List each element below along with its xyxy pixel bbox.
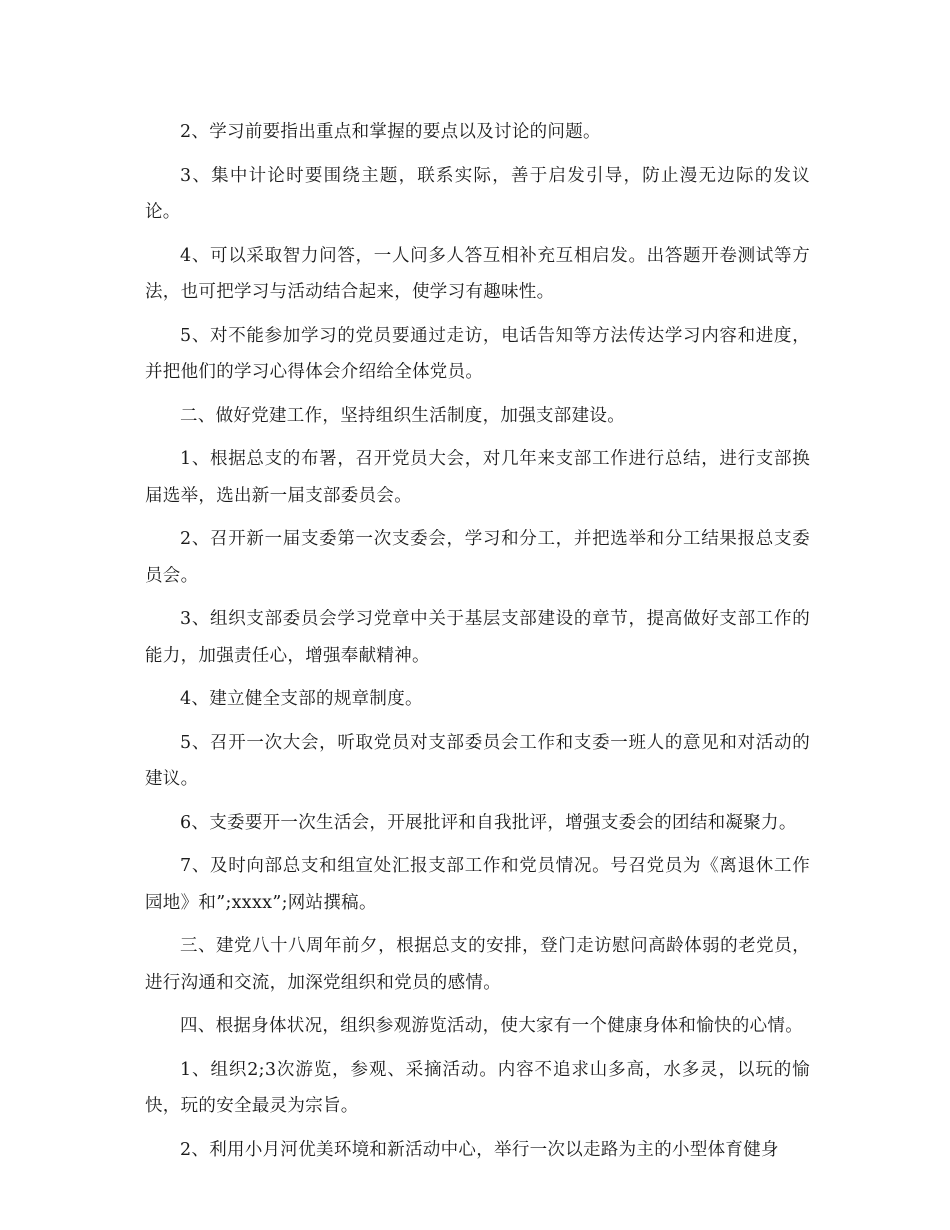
paragraph-study-party-constitution: 3、组织支部委员会学习党章中关于基层支部建设的章节，提高做好支部工作的能力，加强责任心，增强奉献精神。 (145, 609, 810, 666)
document-body (145, 114, 810, 1175)
paragraph-section-four-heading: 四、根据身体状况，组织参观游览活动，使大家有一个健康身体和愉快的心情。 (180, 1016, 803, 1036)
paragraph-study-key-points: 2、学习前要指出重点和掌握的要点以及讨论的问题。 (180, 122, 601, 142)
paragraph-focused-discussion: 3、集中计论时要围绕主题，联系实际，善于启发引导，防止漫无边际的发议论。 (145, 165, 810, 222)
paragraph-fitness-walk: 2、利用小月河优美环境和新活动中心，举行一次以走路为主的小型体育健身 (180, 1139, 779, 1160)
paragraph-absent-members: 5、对不能参加学习的党员要通过走访，电话告知等方法传达学习内容和进度，并把他们的学习心得体会介绍给全体党员。 (145, 325, 810, 382)
paragraph-rules-system: 4、建立健全支部的规章制度。 (180, 689, 423, 709)
paragraph-section-two-heading: 二、做好党建工作，坚持组织生活制度，加强支部建设。 (180, 405, 625, 426)
paragraph-first-committee-meeting: 2、召开新一届支委第一次支委会，学习和分工，并把选举和分工结果报总支委员会。 (145, 529, 810, 586)
paragraph-general-meeting: 5、召开一次大会，听取党员对支部委员会工作和支委一班人的意见和对活动的建议。 (145, 732, 810, 789)
paragraph-member-congress: 1、根据总支的布署，召开党员大会，对几年来支部工作进行总结，进行支部换届选举，选出新一届支部委员会。 (145, 449, 810, 506)
paragraph-life-meeting: 6、支委要开一次生活会，开展批评和自我批评，增强支委会的团结和凝聚力。 (180, 812, 797, 833)
paragraph-quiz-methods: 4、可以采取智力问答，一人问多人答互相补充互相启发。出答题开卷测试等方法，也可把学习与活动结合起来，使学习有趣味性。 (145, 245, 810, 302)
paragraph-report-work: 7、及时向部总支和组宣处汇报支部工作和党员情况。号召党员为《离退休工作园地》和”;xxxx”;网站撰稿。 (145, 856, 810, 913)
paragraph-sightseeing-trips: 1、组织2;3次游览，参观、采摘活动。内容不追求山多高，水多灵，以玩的愉快，玩的安全最灵为宗旨。 (145, 1059, 810, 1116)
paragraph-section-three-visits: 三、建党八十八周年前夕，根据总支的安排，登门走访慰问高龄体弱的老党员，进行沟通和交流，加深党组织和党员的感情。 (145, 936, 810, 993)
